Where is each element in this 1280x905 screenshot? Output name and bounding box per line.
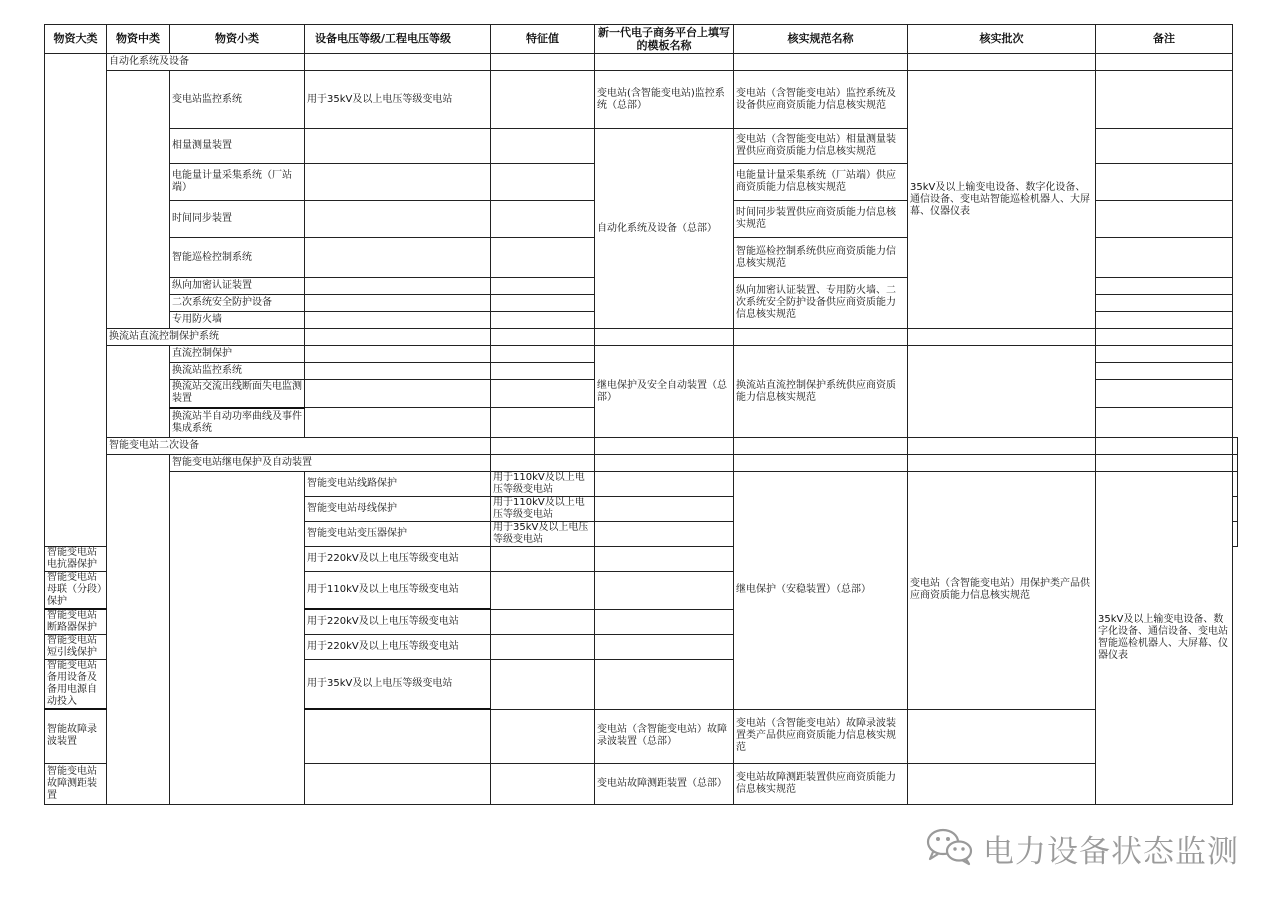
template-name: 自动化系统及设备（总部） <box>595 129 734 329</box>
template-name: 变电站故障测距装置（总部） <box>595 763 734 804</box>
voltage-level: 用于110kV及以上电压等级变电站 <box>491 472 595 497</box>
section-title-automation: 自动化系统及设备 <box>107 54 305 71</box>
header-voltage-level: 设备电压等级/工程电压等级 <box>305 25 491 54</box>
voltage-level: 用于220kV及以上电压等级变电站 <box>305 547 491 572</box>
item-name: 智能巡检控制系统 <box>170 238 305 278</box>
item-name: 智能故障录波装置 <box>45 709 107 763</box>
spec-name: 变电站（含智能变电站）用保护类产品供应商资质能力信息核实规范 <box>908 472 1096 710</box>
wechat-icon <box>925 826 975 870</box>
header-sub-category: 物资小类 <box>170 25 305 54</box>
section-row <box>45 54 1238 71</box>
middle-category-cell <box>170 472 305 805</box>
middle-category-cell <box>107 71 170 329</box>
voltage-level: 用于110kV及以上电压等级变电站 <box>305 572 491 610</box>
item-name: 智能变电站母联（分段）保护 <box>45 572 107 610</box>
section-row <box>45 438 1238 455</box>
major-category-cell <box>107 455 170 805</box>
spec-name: 电能量计量采集系统（厂站端）供应商资质能力信息核实规范 <box>734 164 908 201</box>
spec-name: 变电站故障测距装置供应商资质能力信息核实规范 <box>734 763 908 804</box>
item-name: 智能变电站变压器保护 <box>305 522 491 547</box>
header-middle-category: 物资中类 <box>107 25 170 54</box>
item-name: 换流站半自动功率曲线及事件集成系统 <box>170 408 305 438</box>
spec-name: 换流站直流控制保护系统供应商资质能力信息核实规范 <box>734 346 908 438</box>
qualification-table <box>44 24 1238 805</box>
spec-name: 智能巡检控制系统供应商资质能力信息核实规范 <box>734 238 908 278</box>
section-title-smart-secondary: 智能变电站二次设备 <box>107 438 491 455</box>
table-row <box>45 71 1238 129</box>
section-title-converter: 换流站直流控制保护系统 <box>107 329 305 346</box>
template-name: 变电站（含智能变电站）故障录波装置（总部） <box>595 709 734 763</box>
feature-value <box>491 71 595 129</box>
item-name: 时间同步装置 <box>170 201 305 238</box>
item-name: 智能变电站备用设备及备用电源自动投入 <box>45 660 107 710</box>
batch-cell: 35kV及以上输变电设备、数字化设备、通信设备、变电站智能巡检机器人、大屏幕、仪器仪表 <box>908 71 1096 329</box>
item-name: 智能变电站电抗器保护 <box>45 547 107 572</box>
template-name: 继电保护（安稳装置）（总部） <box>734 472 908 710</box>
item-name: 二次系统安全防护设备 <box>170 295 305 312</box>
middle-category-cell <box>107 346 170 438</box>
table-row <box>45 346 1238 363</box>
item-name: 变电站监控系统 <box>170 71 305 129</box>
template-name: 变电站(含智能变电站)监控系统（总部） <box>595 71 734 129</box>
item-name: 智能变电站短引线保护 <box>45 635 107 660</box>
item-name: 智能变电站线路保护 <box>305 472 491 497</box>
section-row <box>45 455 1238 472</box>
header-batch: 核实批次 <box>908 25 1096 54</box>
item-name: 换流站监控系统 <box>170 363 305 380</box>
voltage-level: 用于220kV及以上电压等级变电站 <box>305 609 491 635</box>
watermark-text: 电力设备状态监测 <box>983 833 1239 870</box>
spec-name: 纵向加密认证装置、专用防火墙、二次系统安全防护设备供应商资质能力信息核实规范 <box>734 278 908 329</box>
item-name: 专用防火墙 <box>170 312 305 329</box>
section-row <box>45 329 1238 346</box>
section-title-smart-relay: 智能变电站继电保护及自动装置 <box>170 455 491 472</box>
item-name: 智能变电站故障测距装置 <box>45 763 107 804</box>
watermark <box>925 826 1239 870</box>
header-template-name: 新一代电子商务平台上填写的模板名称 <box>595 25 734 54</box>
voltage-level: 用于110kV及以上电压等级变电站 <box>491 497 595 522</box>
voltage-level: 用于35kV及以上电压等级变电站 <box>305 71 491 129</box>
major-category-cell <box>45 54 107 547</box>
header-spec-name: 核实规范名称 <box>734 25 908 54</box>
item-name: 电能量计量采集系统（厂站端） <box>170 164 305 201</box>
spec-name: 变电站（含智能变电站）相量测量装置供应商资质能力信息核实规范 <box>734 129 908 164</box>
spec-name: 变电站（含智能变电站）故障录波装置类产品供应商资质能力信息核实规范 <box>734 709 908 763</box>
item-name: 换流站交流出线断面失电监测装置 <box>170 380 305 408</box>
item-name: 智能变电站断路器保护 <box>45 609 107 635</box>
batch-cell <box>908 346 1096 438</box>
spec-name: 时间同步装置供应商资质能力信息核实规范 <box>734 201 908 238</box>
batch-cell: 35kV及以上输变电设备、数字化设备、通信设备、变电站智能巡检机器人、大屏幕、仪器仪表 <box>1096 472 1233 805</box>
voltage-level: 用于220kV及以上电压等级变电站 <box>305 635 491 660</box>
header-major-category: 物资大类 <box>45 25 107 54</box>
template-name: 继电保护及安全自动装置（总部） <box>595 346 734 438</box>
item-name: 智能变电站母线保护 <box>305 497 491 522</box>
table-row <box>45 472 1238 497</box>
header-remarks: 备注 <box>1096 25 1233 54</box>
header-feature-value: 特征值 <box>491 25 595 54</box>
item-name: 直流控制保护 <box>170 346 305 363</box>
voltage-level: 用于35kV及以上电压等级变电站 <box>491 522 595 547</box>
item-name: 相量测量装置 <box>170 129 305 164</box>
voltage-level: 用于35kV及以上电压等级变电站 <box>305 660 491 710</box>
header-row <box>45 25 1238 54</box>
item-name: 纵向加密认证装置 <box>170 278 305 295</box>
spec-name: 变电站（含智能变电站）监控系统及设备供应商资质能力信息核实规范 <box>734 71 908 129</box>
remarks <box>1096 71 1233 129</box>
